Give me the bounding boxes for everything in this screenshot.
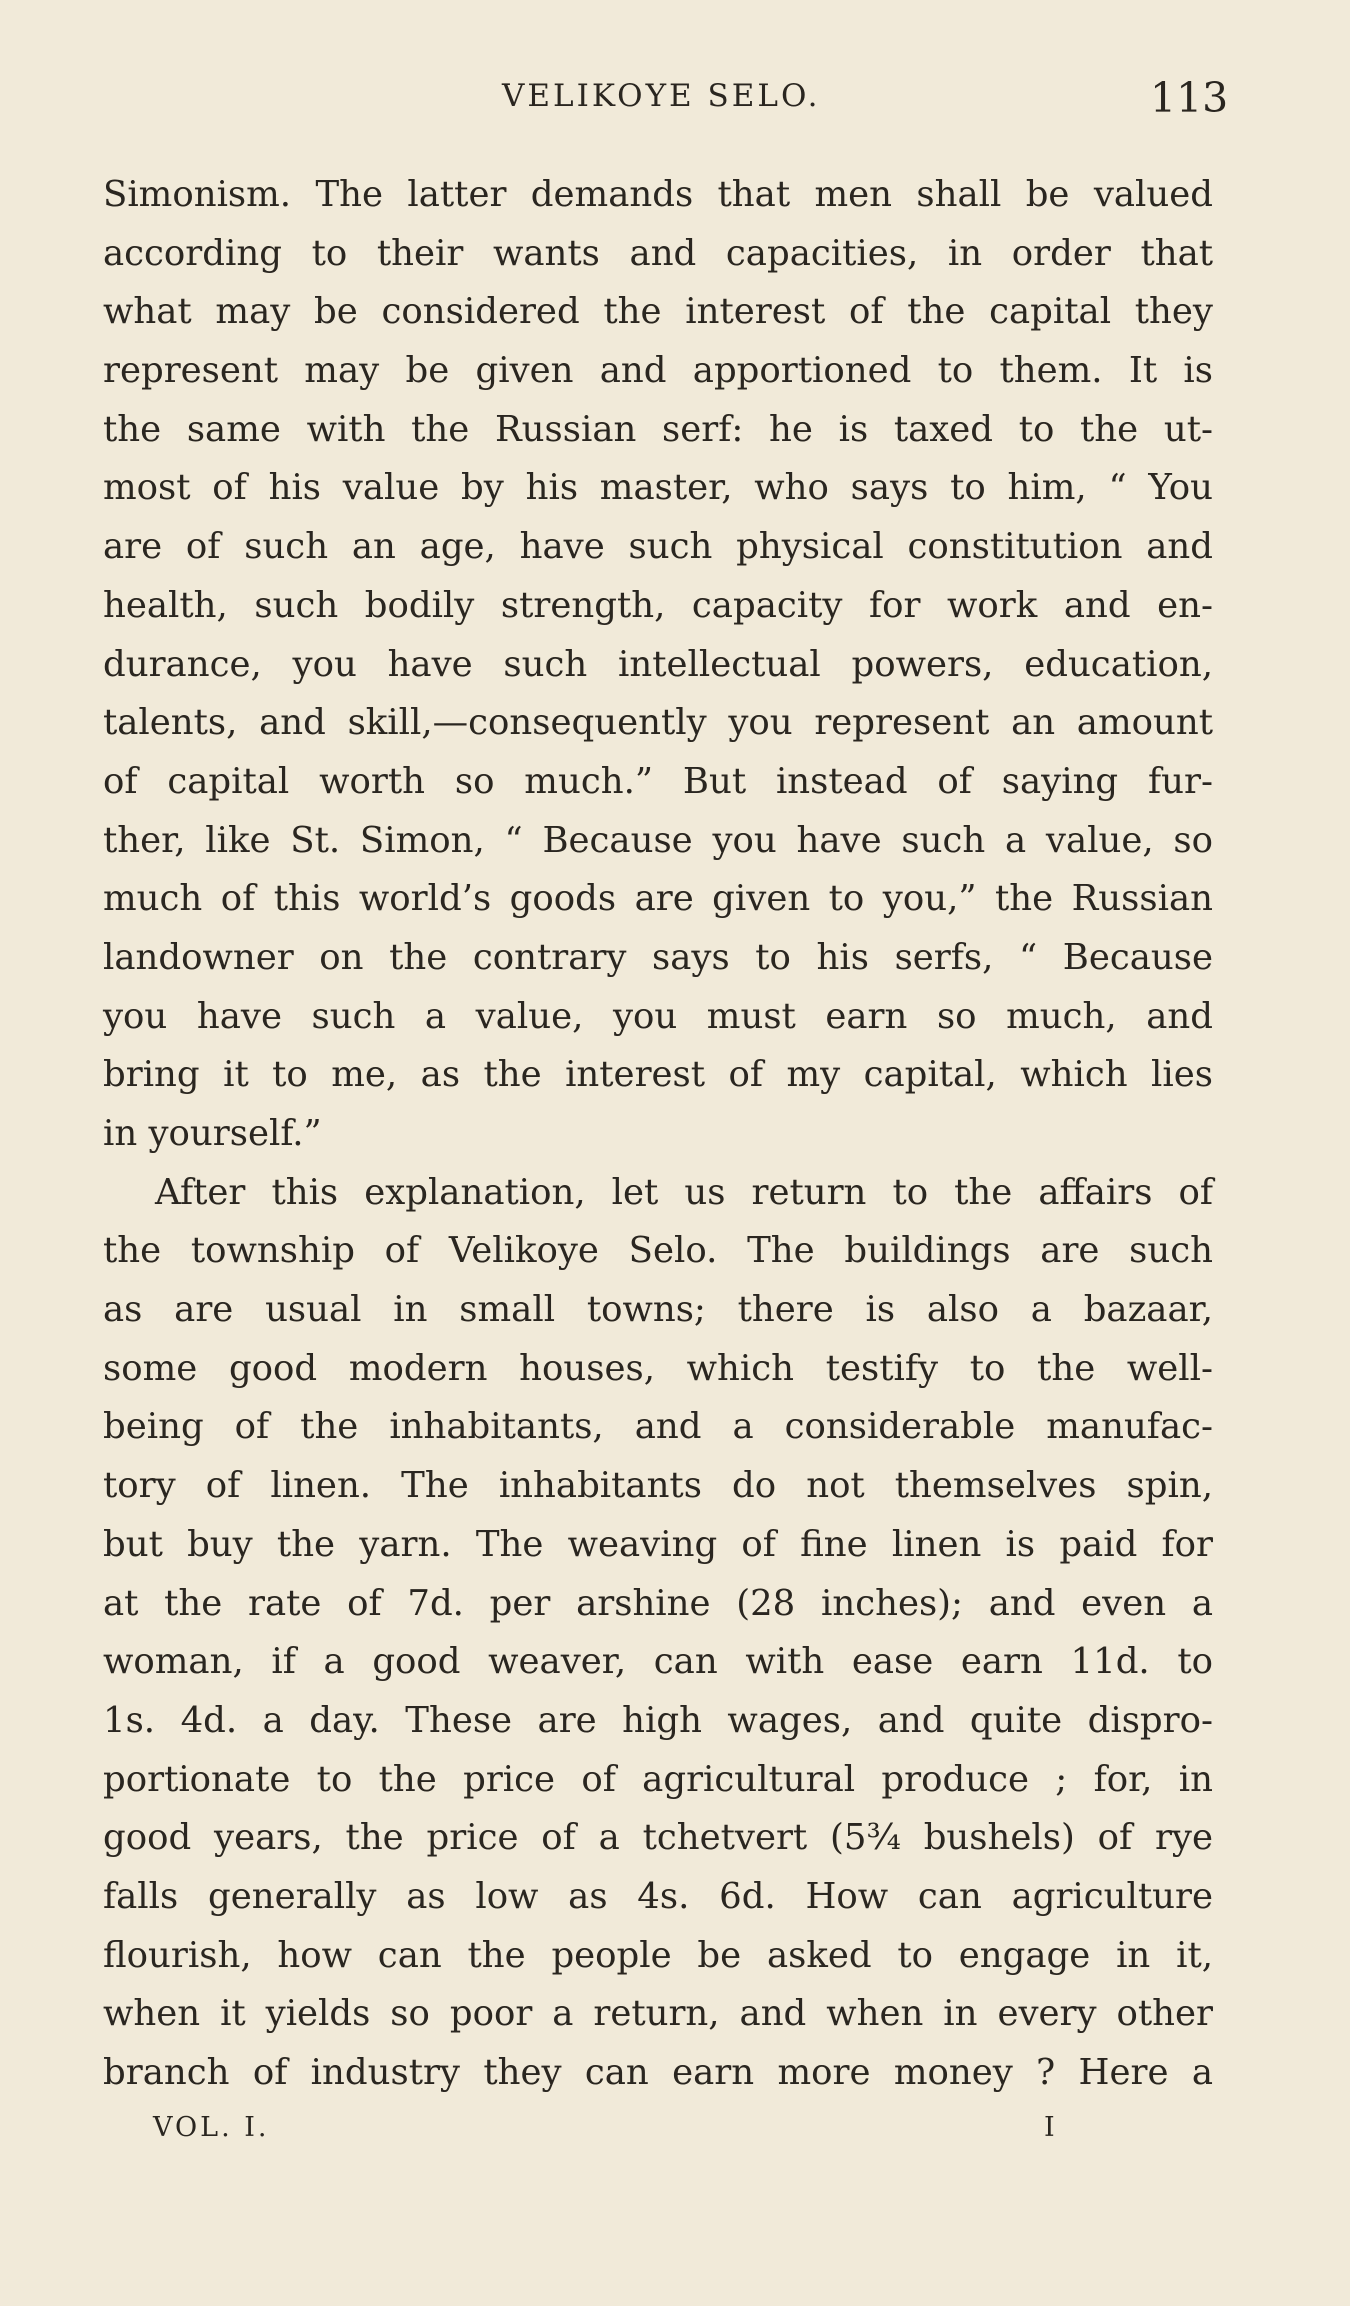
text-line: branch of industry they can earn more money ? Here a [103, 2052, 1213, 2093]
text-line: you have such a value, you must earn so much, and [103, 995, 1213, 1037]
text-line: according to their wants and capacities, in order that [103, 232, 1213, 274]
text-line: at the rate of 7d. per arshine (28 inches); and even a [103, 1582, 1213, 1624]
text-line: ther, like St. Simon, “ Because you have such a value, so [103, 819, 1213, 861]
gathering-letter: I [1044, 2112, 1055, 2143]
text-line: the same with the Russian serf: he is taxed to the ut- [103, 408, 1213, 450]
text-line: tory of linen. The inhabitants do not themselves spin, [103, 1465, 1213, 1507]
text-line: health, such bodily strength, capacity for work and en- [103, 584, 1213, 626]
text-line: durance, you have such intellectual powers, education, [103, 643, 1213, 685]
text-line: in yourself.” [103, 1113, 322, 1154]
text-line: when it yields so poor a return, and when in every other [103, 1993, 1213, 2035]
text-line: some good modern houses, which testify to the well- [103, 1347, 1213, 1389]
running-header [0, 74, 1350, 124]
text-line: but buy the yarn. The weaving of fine linen is paid for [103, 1523, 1213, 1565]
text-line: the township of Velikoye Selo. The buildings are such [103, 1230, 1213, 1272]
text-line: falls generally as low as 4s. 6d. How can agriculture [103, 1875, 1213, 1917]
text-line: of capital worth so much.” But instead of saying fur- [103, 760, 1213, 802]
running-title: VELIKOYE SELO. [502, 78, 821, 114]
text-line: landowner on the contrary says to his serfs, “ Because [103, 936, 1213, 978]
paragraph-first-line: After this explanation, let us return to the affairs of [155, 1171, 1213, 1213]
text-line: are of such an age, have such physical constitution and [103, 526, 1213, 568]
text-line: 1s. 4d. a day. These are high wages, and quite dispro- [103, 1699, 1213, 1741]
volume-signature: VOL. I. [153, 2112, 270, 2143]
text-line: what may be considered the interest of the capital they [103, 291, 1213, 333]
text-line: much of this world’s goods are given to you,” the Russian [103, 878, 1213, 920]
page-number: 113 [1150, 74, 1229, 122]
text-line: woman, if a good weaver, can with ease earn 11d. to [103, 1641, 1213, 1683]
text-line: portionate to the price of agricultural produce ; for, in [103, 1758, 1213, 1800]
body-text [103, 166, 1213, 2103]
text-line: most of his value by his master, who says to him, “ You [103, 467, 1213, 509]
text-line: represent may be given and apportioned to them. It is [103, 350, 1213, 392]
text-line: Simonism. The latter demands that men shall be valued [103, 174, 1213, 215]
text-line: bring it to me, as the interest of my capital, which lies [103, 1054, 1213, 1096]
text-line: talents, and skill,—consequently you represent an amount [103, 702, 1213, 744]
page-footer [0, 2112, 1350, 2162]
text-line: as are usual in small towns; there is also a bazaar, [103, 1289, 1213, 1331]
text-line: flourish, how can the people be asked to engage in it, [103, 1934, 1213, 1976]
text-line: being of the inhabitants, and a considerable manufac- [103, 1406, 1213, 1448]
text-line: good years, the price of a tchetvert (5¾ bushels) of rye [103, 1817, 1213, 1859]
